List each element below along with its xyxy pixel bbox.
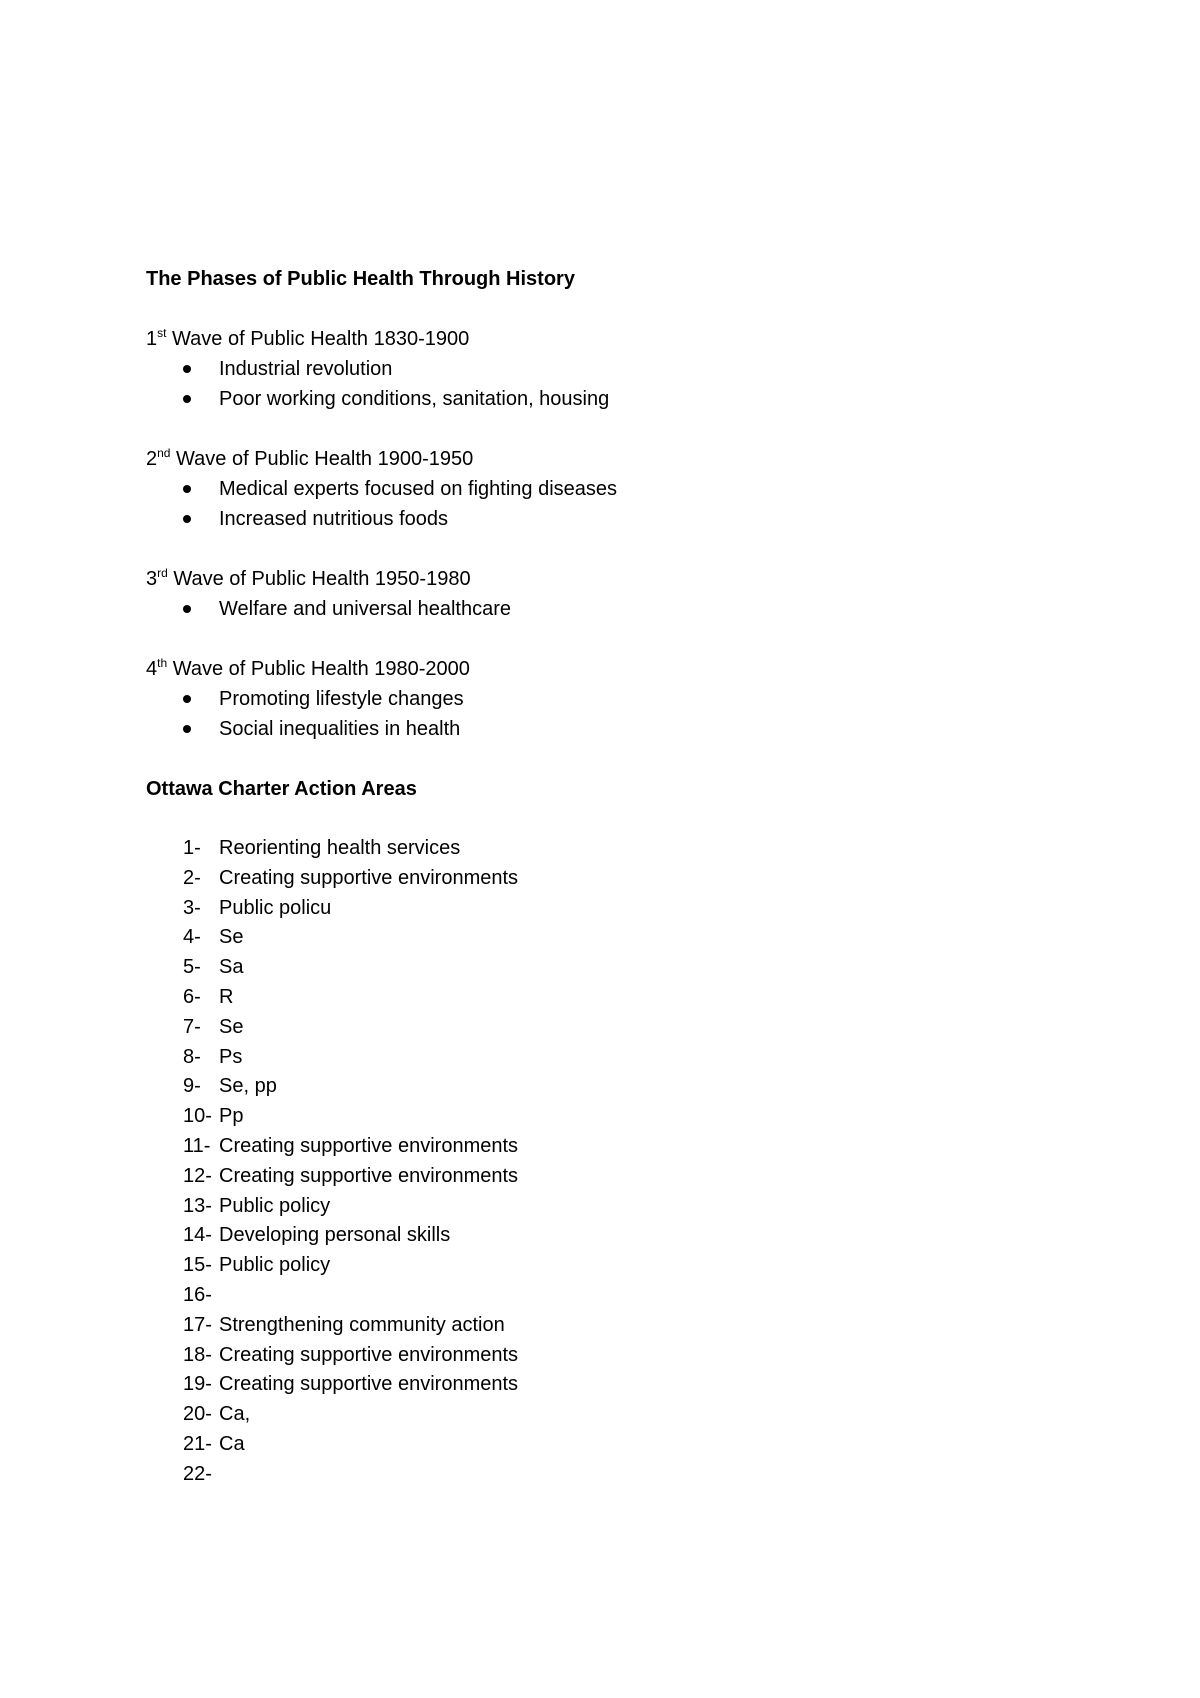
bullet-dot-icon <box>183 605 191 613</box>
waves-section <box>146 324 1146 774</box>
ottawa-list-item <box>146 983 1146 1013</box>
list-number: 20- <box>183 1403 212 1426</box>
wave-heading <box>146 654 1146 684</box>
ottawa-list-item <box>146 834 1146 864</box>
list-item-text: Se <box>219 1015 244 1038</box>
list-item-text: R <box>219 985 234 1008</box>
bullet-text: Promoting lifestyle changes <box>219 688 464 710</box>
wave-ordinal-number: 2 <box>146 448 158 470</box>
wave-ordinal-number: 4 <box>146 658 158 680</box>
list-number: 1- <box>183 837 201 859</box>
ottawa-list-item <box>146 1221 1146 1251</box>
wave-ordinal-number: 1 <box>146 328 158 350</box>
bullet-item <box>146 684 1146 714</box>
ottawa-heading: Ottawa Charter Action Areas <box>146 778 417 800</box>
bullet-text: Medical experts focused on fighting diseases <box>219 478 618 500</box>
bullet-dot-icon <box>183 725 191 733</box>
list-item-text: Pp <box>219 1105 244 1128</box>
list-item-text: Se <box>219 926 244 949</box>
ottawa-list-item <box>146 1102 1146 1132</box>
list-number: 18- <box>183 1343 212 1366</box>
list-number: 3- <box>183 896 201 919</box>
list-item-text: Reorienting health services <box>219 837 461 859</box>
list-item-text: Se, pp <box>219 1075 277 1098</box>
list-item-text: Public policy <box>219 1194 331 1217</box>
document-content <box>146 264 1146 1490</box>
ottawa-list-item <box>146 1162 1146 1192</box>
list-number: 14- <box>183 1224 212 1247</box>
list-number: 8- <box>183 1045 201 1068</box>
wave-ordinal-suffix: rd <box>157 566 168 580</box>
bullet-text: Industrial revolution <box>219 358 393 380</box>
list-number: 12- <box>183 1164 212 1187</box>
bullet-item <box>146 594 1146 624</box>
list-number: 15- <box>183 1254 212 1277</box>
bullet-item <box>146 504 1146 534</box>
ottawa-list-item <box>146 1281 1146 1311</box>
bullet-dot-icon <box>183 395 191 403</box>
ottawa-list-item <box>146 1460 1146 1490</box>
list-item-text: Creating supportive environments <box>219 1373 519 1396</box>
wave-heading <box>146 324 1146 354</box>
list-item-text: Public policy <box>219 1254 331 1277</box>
list-number: 11- <box>183 1134 211 1157</box>
list-item-text: Creating supportive environments <box>219 866 519 889</box>
wave-label: Wave of Public Health 1830-1900 <box>166 328 470 350</box>
list-number: 17- <box>183 1313 212 1336</box>
ottawa-list-item <box>146 1370 1146 1400</box>
list-item-text: Ca, <box>219 1403 251 1426</box>
list-item-text: Ca <box>219 1432 245 1455</box>
list-item-text: Strengthening community action <box>219 1313 505 1336</box>
list-number: 22- <box>183 1462 212 1485</box>
ottawa-action-list <box>146 834 1146 1490</box>
list-number: 5- <box>183 956 201 979</box>
bullet-text: Increased nutritious foods <box>219 508 449 530</box>
ottawa-list-item <box>146 1311 1146 1341</box>
ottawa-list-item <box>146 864 1146 894</box>
list-item-text: Creating supportive environments <box>219 1343 519 1366</box>
ottawa-list-item <box>146 894 1146 924</box>
wave-ordinal-number: 3 <box>146 568 158 590</box>
list-item-text: Sa <box>219 956 244 979</box>
list-item-text: Ps <box>219 1045 243 1068</box>
bullet-dot-icon <box>183 695 191 703</box>
ottawa-list-item <box>146 953 1146 983</box>
wave-label: Wave of Public Health 1900-1950 <box>170 448 474 470</box>
list-number: 9- <box>183 1075 201 1098</box>
wave-ordinal-suffix: nd <box>157 446 171 460</box>
ottawa-list-item <box>146 1043 1146 1073</box>
list-number: 6- <box>183 985 201 1008</box>
list-number: 19- <box>183 1373 212 1396</box>
bullet-text: Social inequalities in health <box>219 718 461 740</box>
list-item-text: Public policu <box>219 896 332 919</box>
wave-bullet-list <box>146 354 1146 414</box>
ottawa-list-item <box>146 1251 1146 1281</box>
wave-label: Wave of Public Health 1950-1980 <box>167 568 471 590</box>
bullet-text: Poor working conditions, sanitation, housing <box>219 388 610 410</box>
wave-bullet-list <box>146 594 1146 624</box>
list-number: 7- <box>183 1015 201 1038</box>
ottawa-list-item <box>146 1192 1146 1222</box>
list-number: 13- <box>183 1194 212 1217</box>
wave-ordinal-suffix: st <box>157 326 167 340</box>
ottawa-list-item <box>146 1013 1146 1043</box>
bullet-item <box>146 384 1146 414</box>
bullet-dot-icon <box>183 515 191 523</box>
wave-heading <box>146 444 1146 474</box>
list-item-text: Developing personal skills <box>219 1224 451 1247</box>
bullet-dot-icon <box>183 485 191 493</box>
list-item-text: Creating supportive environments <box>219 1134 519 1157</box>
wave-label: Wave of Public Health 1980-2000 <box>167 658 470 680</box>
ottawa-list-item <box>146 1341 1146 1371</box>
list-number: 10- <box>183 1105 212 1128</box>
wave-bullet-list <box>146 684 1146 744</box>
ottawa-list-item <box>146 1400 1146 1430</box>
bullet-text: Welfare and universal healthcare <box>219 598 512 620</box>
list-item-text: Creating supportive environments <box>219 1164 519 1187</box>
list-number: 4- <box>183 926 201 949</box>
bullet-item <box>146 354 1146 384</box>
bullet-dot-icon <box>183 365 191 373</box>
ottawa-list-item <box>146 1132 1146 1162</box>
ottawa-list-item <box>146 1430 1146 1460</box>
bullet-item <box>146 474 1146 504</box>
ottawa-list-item <box>146 1072 1146 1102</box>
wave-bullet-list <box>146 474 1146 534</box>
list-number: 21- <box>183 1432 212 1455</box>
wave-heading <box>146 564 1146 594</box>
bullet-item <box>146 714 1146 744</box>
wave-ordinal-suffix: th <box>157 656 168 670</box>
list-number: 2- <box>183 866 201 889</box>
document-title: The Phases of Public Health Through History <box>146 268 575 290</box>
list-number: 16- <box>183 1283 212 1306</box>
ottawa-list-item <box>146 923 1146 953</box>
